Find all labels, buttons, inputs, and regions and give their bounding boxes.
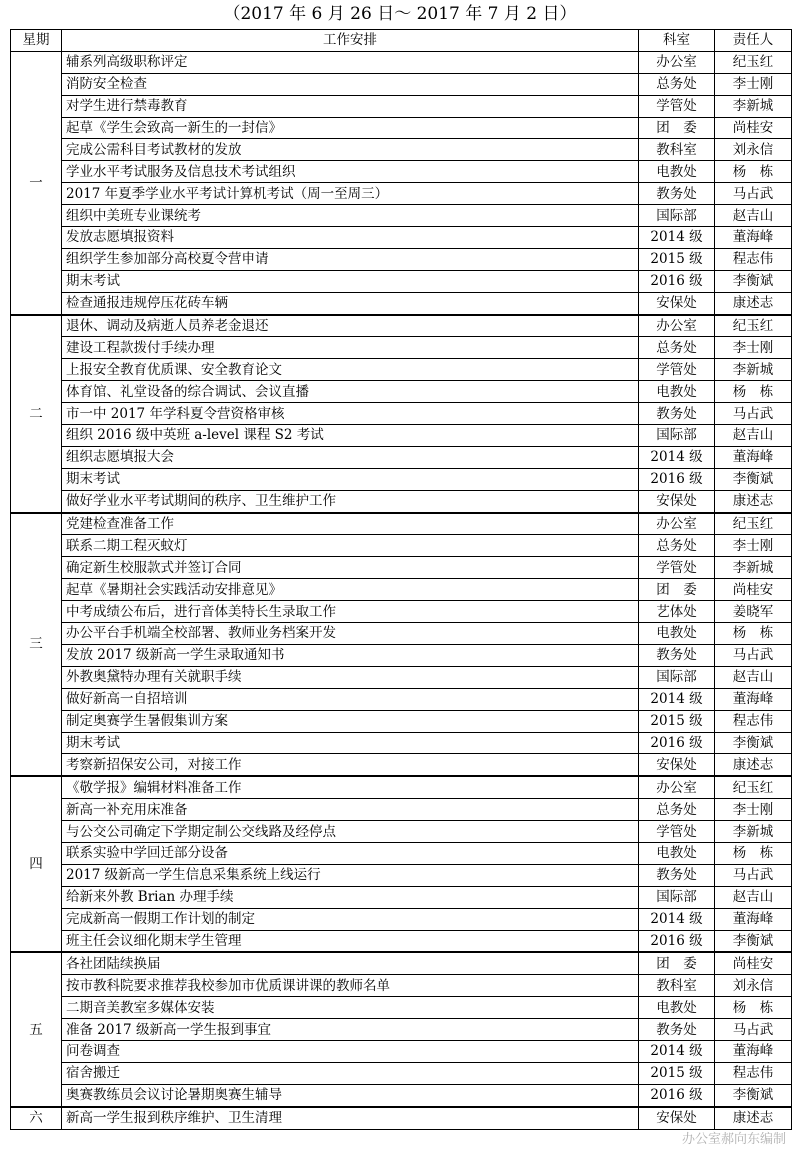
dept-cell: 国际部 xyxy=(639,666,715,688)
dept-cell: 国际部 xyxy=(639,425,715,447)
table-row xyxy=(11,579,792,601)
table-row xyxy=(11,270,792,292)
dept-cell: 教务处 xyxy=(639,183,715,205)
task-cell: 完成新高一假期工作计划的制定 xyxy=(62,908,639,930)
person-cell: 赵吉山 xyxy=(715,425,792,447)
dept-cell: 办公室 xyxy=(639,513,715,535)
table-row xyxy=(11,886,792,908)
weekday-cell: 五 xyxy=(11,952,62,1106)
task-cell: 考察新招保安公司，对接工作 xyxy=(62,754,639,776)
person-cell: 李新城 xyxy=(715,359,792,381)
task-cell: 体育馆、礼堂设备的综合调试、会议直播 xyxy=(62,381,639,403)
dept-cell: 电教处 xyxy=(639,161,715,183)
weekly-schedule-table xyxy=(10,29,792,1130)
person-cell: 李士刚 xyxy=(715,535,792,557)
task-cell: 市一中 2017 年学科夏令营资格审核 xyxy=(62,403,639,425)
task-cell: 联系实验中学回迁部分设备 xyxy=(62,842,639,864)
table-row xyxy=(11,183,792,205)
person-cell: 李衡斌 xyxy=(715,468,792,490)
table-row xyxy=(11,535,792,557)
table-row xyxy=(11,952,792,974)
task-cell: 确定新生校服款式并签订合同 xyxy=(62,557,639,579)
table-row xyxy=(11,688,792,710)
schedule-body xyxy=(11,51,792,1129)
dept-cell: 2016 级 xyxy=(639,732,715,754)
task-cell: 二期音美教室多媒体安装 xyxy=(62,997,639,1019)
dept-cell: 国际部 xyxy=(639,886,715,908)
table-row xyxy=(11,997,792,1019)
person-cell: 董海峰 xyxy=(715,1040,792,1062)
table-row xyxy=(11,776,792,798)
dept-cell: 2014 级 xyxy=(639,446,715,468)
person-cell: 纪玉红 xyxy=(715,51,792,73)
table-row xyxy=(11,73,792,95)
header-day: 星期 xyxy=(11,30,62,52)
table-row xyxy=(11,644,792,666)
person-cell: 李新城 xyxy=(715,821,792,843)
person-cell: 马占武 xyxy=(715,644,792,666)
task-cell: 发放志愿填报资料 xyxy=(62,227,639,249)
task-cell: 组织学生参加部分高校夏令营申请 xyxy=(62,248,639,270)
task-cell: 退休、调动及病逝人员养老金退还 xyxy=(62,315,639,337)
person-cell: 程志伟 xyxy=(715,1062,792,1084)
table-row xyxy=(11,1107,792,1129)
dept-cell: 教务处 xyxy=(639,1019,715,1041)
dept-cell: 2015 级 xyxy=(639,248,715,270)
footer-credit: 办公室郝向东编制 xyxy=(681,1132,786,1147)
dept-cell: 学管处 xyxy=(639,95,715,117)
task-cell: 给新来外教 Brian 办理手续 xyxy=(62,886,639,908)
table-row xyxy=(11,292,792,314)
dept-cell: 国际部 xyxy=(639,205,715,227)
person-cell: 纪玉红 xyxy=(715,315,792,337)
task-cell: 《敬学报》编辑材料准备工作 xyxy=(62,776,639,798)
task-cell: 检查通报违规停压花砖车辆 xyxy=(62,292,639,314)
table-row xyxy=(11,1084,792,1106)
table-row xyxy=(11,446,792,468)
task-cell: 宿舍搬迁 xyxy=(62,1062,639,1084)
dept-cell: 学管处 xyxy=(639,821,715,843)
dept-cell: 2016 级 xyxy=(639,1084,715,1106)
table-row xyxy=(11,117,792,139)
task-cell: 2017 级新高一学生信息采集系统上线运行 xyxy=(62,864,639,886)
dept-cell: 2014 级 xyxy=(639,908,715,930)
task-cell: 做好学业水平考试期间的秩序、卫生维护工作 xyxy=(62,490,639,512)
table-row xyxy=(11,468,792,490)
table-row xyxy=(11,381,792,403)
person-cell: 杨 栋 xyxy=(715,381,792,403)
table-row xyxy=(11,864,792,886)
table-row xyxy=(11,601,792,623)
dept-cell: 教务处 xyxy=(639,403,715,425)
task-cell: 2017 年夏季学业水平考试计算机考试（周一至周三） xyxy=(62,183,639,205)
task-cell: 完成公需科目考试教材的发放 xyxy=(62,139,639,161)
table-row xyxy=(11,908,792,930)
task-cell: 新高一补充用床准备 xyxy=(62,799,639,821)
table-row xyxy=(11,205,792,227)
person-cell: 纪玉红 xyxy=(715,513,792,535)
person-cell: 李衡斌 xyxy=(715,1084,792,1106)
person-cell: 刘永信 xyxy=(715,975,792,997)
task-cell: 起草《暑期社会实践活动安排意见》 xyxy=(62,579,639,601)
person-cell: 康述志 xyxy=(715,490,792,512)
table-row xyxy=(11,557,792,579)
task-cell: 组织志愿填报大会 xyxy=(62,446,639,468)
table-row xyxy=(11,51,792,73)
table-row xyxy=(11,95,792,117)
task-cell: 组织中美班专业课统考 xyxy=(62,205,639,227)
dept-cell: 艺体处 xyxy=(639,601,715,623)
person-cell: 马占武 xyxy=(715,403,792,425)
table-row xyxy=(11,227,792,249)
dept-cell: 团 委 xyxy=(639,117,715,139)
table-row xyxy=(11,1019,792,1041)
dept-cell: 电教处 xyxy=(639,997,715,1019)
person-cell: 李衡斌 xyxy=(715,930,792,952)
dept-cell: 总务处 xyxy=(639,337,715,359)
dept-cell: 安保处 xyxy=(639,292,715,314)
person-cell: 杨 栋 xyxy=(715,161,792,183)
person-cell: 李士刚 xyxy=(715,799,792,821)
person-cell: 李衡斌 xyxy=(715,732,792,754)
table-row xyxy=(11,666,792,688)
dept-cell: 总务处 xyxy=(639,799,715,821)
dept-cell: 办公室 xyxy=(639,776,715,798)
person-cell: 李新城 xyxy=(715,95,792,117)
table-row xyxy=(11,842,792,864)
task-cell: 期末考试 xyxy=(62,732,639,754)
table-row xyxy=(11,359,792,381)
table-row xyxy=(11,1062,792,1084)
task-cell: 党建检查准备工作 xyxy=(62,513,639,535)
header-task: 工作安排 xyxy=(62,30,639,52)
table-row xyxy=(11,1040,792,1062)
dept-cell: 安保处 xyxy=(639,754,715,776)
dept-cell: 电教处 xyxy=(639,381,715,403)
dept-cell: 团 委 xyxy=(639,579,715,601)
task-cell: 做好新高一自招培训 xyxy=(62,688,639,710)
dept-cell: 教科室 xyxy=(639,975,715,997)
dept-cell: 电教处 xyxy=(639,842,715,864)
dept-cell: 电教处 xyxy=(639,623,715,645)
person-cell: 董海峰 xyxy=(715,446,792,468)
person-cell: 马占武 xyxy=(715,864,792,886)
table-row xyxy=(11,139,792,161)
weekday-cell: 一 xyxy=(11,51,62,314)
person-cell: 程志伟 xyxy=(715,710,792,732)
person-cell: 李衡斌 xyxy=(715,270,792,292)
task-cell: 按市教科院要求推荐我校参加市优质课讲课的教师名单 xyxy=(62,975,639,997)
weekday-cell: 三 xyxy=(11,513,62,777)
dept-cell: 教科室 xyxy=(639,139,715,161)
task-cell: 办公平台手机端全校部署、教师业务档案开发 xyxy=(62,623,639,645)
task-cell: 学业水平考试服务及信息技术考试组织 xyxy=(62,161,639,183)
dept-cell: 2015 级 xyxy=(639,710,715,732)
person-cell: 尚桂安 xyxy=(715,952,792,974)
task-cell: 期末考试 xyxy=(62,468,639,490)
person-cell: 杨 栋 xyxy=(715,623,792,645)
person-cell: 赵吉山 xyxy=(715,886,792,908)
task-cell: 与公交公司确定下学期定制公交线路及经停点 xyxy=(62,821,639,843)
person-cell: 赵吉山 xyxy=(715,666,792,688)
task-cell: 问卷调查 xyxy=(62,1040,639,1062)
table-row xyxy=(11,975,792,997)
task-cell: 班主任会议细化期末学生管理 xyxy=(62,930,639,952)
table-header-row xyxy=(11,30,792,52)
task-cell: 新高一学生报到秩序维护、卫生清理 xyxy=(62,1107,639,1129)
person-cell: 姜晓军 xyxy=(715,601,792,623)
table-row xyxy=(11,161,792,183)
person-cell: 董海峰 xyxy=(715,227,792,249)
person-cell: 纪玉红 xyxy=(715,776,792,798)
dept-cell: 安保处 xyxy=(639,490,715,512)
table-row xyxy=(11,248,792,270)
dept-cell: 2016 级 xyxy=(639,930,715,952)
task-cell: 中考成绩公布后，进行音体美特长生录取工作 xyxy=(62,601,639,623)
task-cell: 联系二期工程灭蚊灯 xyxy=(62,535,639,557)
dept-cell: 教务处 xyxy=(639,644,715,666)
person-cell: 马占武 xyxy=(715,1019,792,1041)
person-cell: 李新城 xyxy=(715,557,792,579)
person-cell: 康述志 xyxy=(715,754,792,776)
dept-cell: 2014 级 xyxy=(639,688,715,710)
table-row xyxy=(11,315,792,337)
task-cell: 外教奥黛特办理有关就职手续 xyxy=(62,666,639,688)
task-cell: 准备 2017 级新高一学生报到事宜 xyxy=(62,1019,639,1041)
dept-cell: 2016 级 xyxy=(639,468,715,490)
weekday-cell: 四 xyxy=(11,776,62,952)
dept-cell: 2014 级 xyxy=(639,1040,715,1062)
table-row xyxy=(11,732,792,754)
dept-cell: 2014 级 xyxy=(639,227,715,249)
table-row xyxy=(11,930,792,952)
person-cell: 董海峰 xyxy=(715,908,792,930)
person-cell: 尚桂安 xyxy=(715,117,792,139)
weekday-cell: 六 xyxy=(11,1107,62,1129)
person-cell: 李士刚 xyxy=(715,73,792,95)
table-row xyxy=(11,799,792,821)
table-row xyxy=(11,425,792,447)
task-cell: 起草《学生会致高一新生的一封信》 xyxy=(62,117,639,139)
table-row xyxy=(11,623,792,645)
person-cell: 康述志 xyxy=(715,292,792,314)
person-cell: 尚桂安 xyxy=(715,579,792,601)
table-row xyxy=(11,710,792,732)
person-cell: 杨 栋 xyxy=(715,842,792,864)
person-cell: 杨 栋 xyxy=(715,997,792,1019)
person-cell: 马占武 xyxy=(715,183,792,205)
task-cell: 辅系列高级职称评定 xyxy=(62,51,639,73)
task-cell: 上报安全教育优质课、安全教育论文 xyxy=(62,359,639,381)
person-cell: 李士刚 xyxy=(715,337,792,359)
person-cell: 赵吉山 xyxy=(715,205,792,227)
table-row xyxy=(11,490,792,512)
dept-cell: 学管处 xyxy=(639,557,715,579)
dept-cell: 学管处 xyxy=(639,359,715,381)
table-row xyxy=(11,403,792,425)
dept-cell: 总务处 xyxy=(639,535,715,557)
dept-cell: 教务处 xyxy=(639,864,715,886)
header-dept: 科室 xyxy=(639,30,715,52)
task-cell: 制定奥赛学生暑假集训方案 xyxy=(62,710,639,732)
dept-cell: 2016 级 xyxy=(639,270,715,292)
person-cell: 董海峰 xyxy=(715,688,792,710)
task-cell: 各社团陆续换届 xyxy=(62,952,639,974)
dept-cell: 2015 级 xyxy=(639,1062,715,1084)
table-row xyxy=(11,821,792,843)
dept-cell: 安保处 xyxy=(639,1107,715,1129)
dept-cell: 总务处 xyxy=(639,73,715,95)
header-person: 责任人 xyxy=(715,30,792,52)
task-cell: 消防安全检查 xyxy=(62,73,639,95)
weekday-cell: 二 xyxy=(11,315,62,513)
task-cell: 组织 2016 级中英班 a-level 课程 S2 考试 xyxy=(62,425,639,447)
task-cell: 奥赛教练员会议讨论暑期奥赛生辅导 xyxy=(62,1084,639,1106)
task-cell: 期末考试 xyxy=(62,270,639,292)
schedule-title: （2017 年 6 月 26 日～ 2017 年 7 月 2 日） xyxy=(223,4,577,24)
table-row xyxy=(11,754,792,776)
person-cell: 刘永信 xyxy=(715,139,792,161)
task-cell: 建设工程款拨付手续办理 xyxy=(62,337,639,359)
person-cell: 康述志 xyxy=(715,1107,792,1129)
dept-cell: 团 委 xyxy=(639,952,715,974)
dept-cell: 办公室 xyxy=(639,315,715,337)
person-cell: 程志伟 xyxy=(715,248,792,270)
table-row xyxy=(11,337,792,359)
task-cell: 对学生进行禁毒教育 xyxy=(62,95,639,117)
task-cell: 发放 2017 级新高一学生录取通知书 xyxy=(62,644,639,666)
dept-cell: 办公室 xyxy=(639,51,715,73)
table-row xyxy=(11,513,792,535)
